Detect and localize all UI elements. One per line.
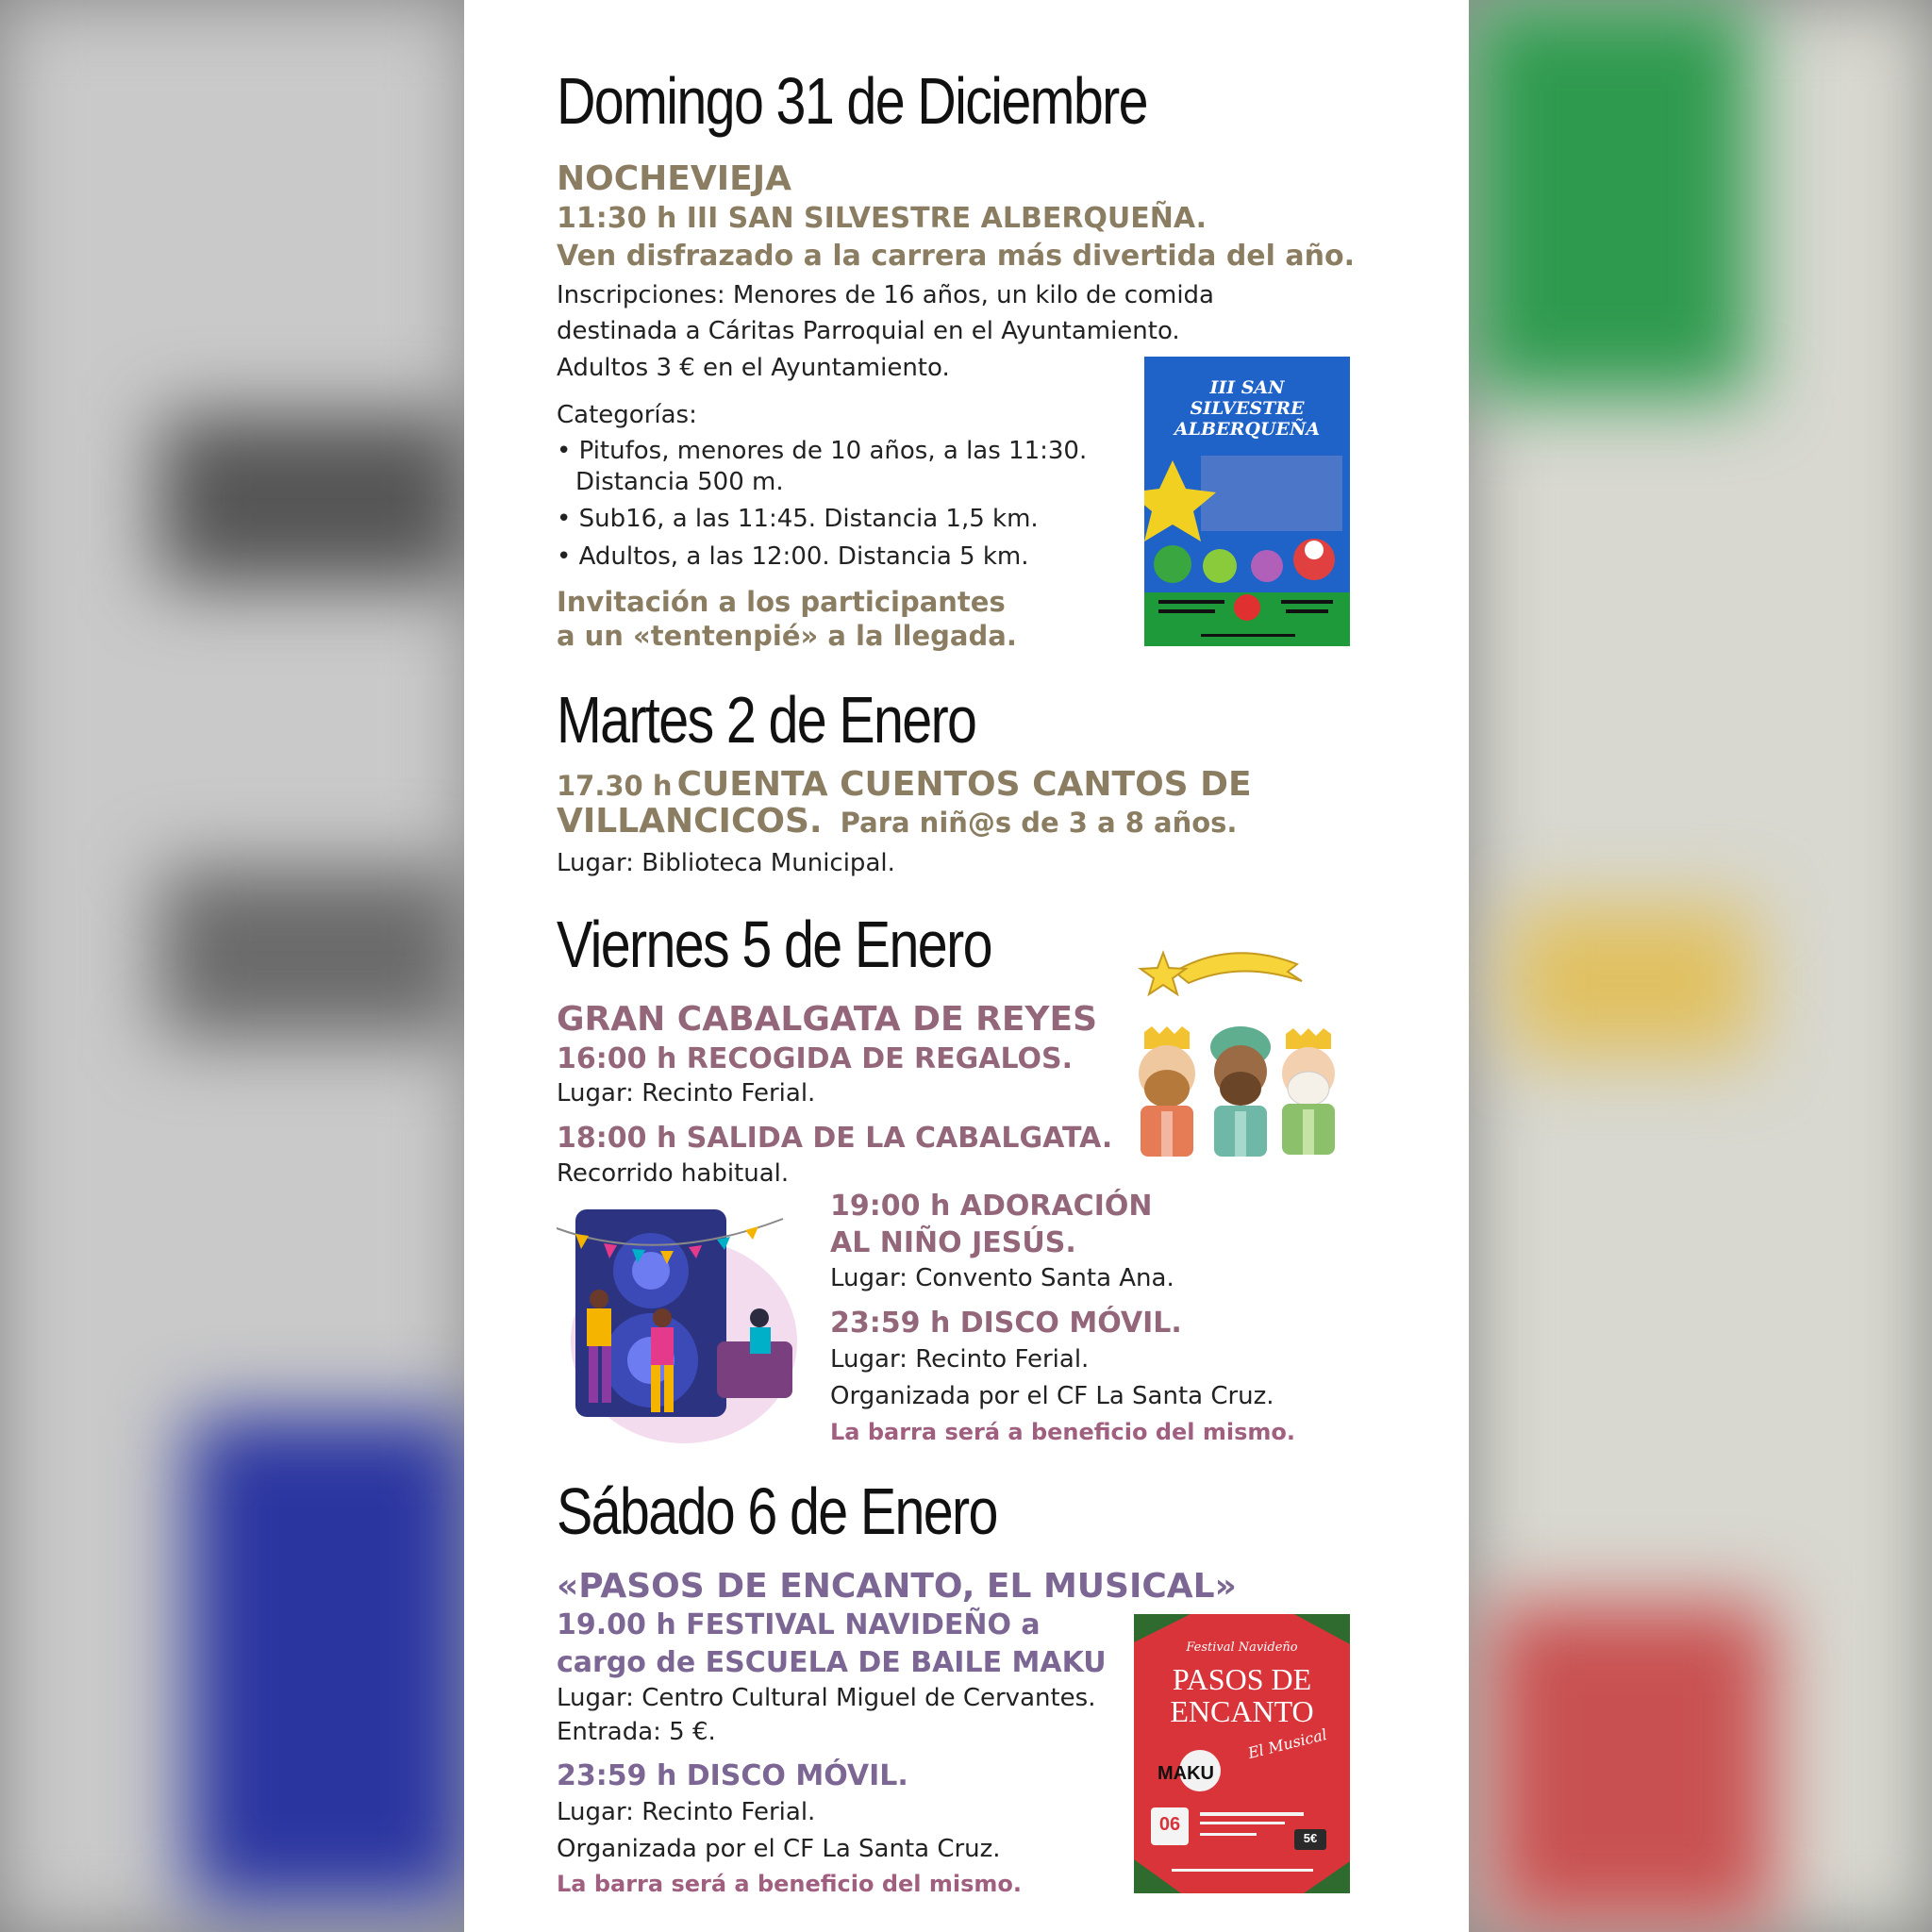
poster-title-line-2: ENCANTO: [1170, 1694, 1314, 1728]
disco-movil-jan5-bar-note: La barra será a beneficio del mismo.: [830, 1419, 1296, 1445]
salida-cabalgata-event: 18:00 h SALIDA DE LA CABALGATA.: [557, 1122, 1113, 1155]
disco-movil-jan5-organizer: Organizada por el CF La Santa Cruz.: [830, 1382, 1274, 1410]
disco-movil-jan6-organizer: Organizada por el CF La Santa Cruz.: [557, 1835, 1001, 1863]
inscripciones-line-2: destinada a Cáritas Parroquial en el Ayuntamiento.: [557, 317, 1180, 345]
nochevieja-heading: NOCHEVIEJA: [557, 159, 791, 198]
disco-movil-jan5-event: 23:59 h DISCO MÓVIL.: [830, 1307, 1182, 1340]
san-silvestre-tagline: Ven disfrazado a la carrera más divertida del año.: [557, 240, 1355, 273]
poster-price: 5€: [1303, 1831, 1318, 1845]
inscripciones-line-3: Adultos 3 € en el Ayuntamiento.: [557, 354, 950, 382]
adoracion-event-line-2: AL NIÑO JESÚS.: [830, 1226, 1076, 1259]
cuenta-cuentos-title-b: VILLANCICOS.: [557, 802, 823, 841]
disco-movil-jan5-place: Lugar: Recinto Ferial.: [830, 1345, 1090, 1374]
poster-title: III SAN SILVESTRE ALBERQUEÑA: [1174, 377, 1321, 440]
pasos-de-encanto-poster: [1134, 1614, 1350, 1893]
three-kings-illustration-icon: [1137, 943, 1340, 1165]
cuenta-cuentos-line-1: [557, 765, 1252, 804]
day-title-jan5: Viernes 5 de Enero: [557, 908, 991, 981]
cuenta-cuentos-audience: Para niñ@s de 3 a 8 años.: [840, 807, 1238, 839]
adoracion-event-line-1: 19:00 h ADORACIÓN: [830, 1190, 1153, 1223]
invite-line-1: Invitación a los participantes: [557, 586, 1006, 618]
runners-illustration-icon: [1144, 357, 1350, 646]
inscripciones-line-1: Inscripciones: Menores de 16 años, un kilo de comida: [557, 281, 1214, 309]
festival-navideno-line-1: 19.00 h FESTIVAL NAVIDEÑO a: [557, 1608, 1041, 1641]
categories-label: Categorías:: [557, 401, 697, 429]
category-pitufos-distance: Distancia 500 m.: [575, 468, 784, 496]
disco-movil-jan6-bar-note: La barra será a beneficio del mismo.: [557, 1871, 1023, 1897]
disco-party-illustration-icon: [557, 1200, 797, 1445]
cuenta-cuentos-place: Lugar: Biblioteca Municipal.: [557, 849, 895, 877]
festival-navideno-place: Lugar: Centro Cultural Miguel de Cervantes.: [557, 1684, 1096, 1712]
san-silvestre-poster: [1144, 357, 1350, 646]
festival-navideno-line-2: cargo de ESCUELA DE BAILE MAKU: [557, 1646, 1107, 1679]
category-pitufos: • Pitufos, menores de 10 años, a las 11:30.: [557, 437, 1088, 465]
recogida-regalos-event: 16:00 h RECOGIDA DE REGALOS.: [557, 1042, 1074, 1075]
poster-kicker: Festival Navideño: [1186, 1641, 1298, 1655]
disco-movil-jan6-event: 23:59 h DISCO MÓVIL.: [557, 1759, 908, 1792]
pasos-de-encanto-heading: «PASOS DE ENCANTO, EL MUSICAL»: [557, 1567, 1237, 1606]
poster-subtitle: El Musical: [1245, 1724, 1329, 1763]
program-sheet: [464, 0, 1469, 1932]
recogida-regalos-place: Lugar: Recinto Ferial.: [557, 1079, 816, 1108]
category-adultos: • Adultos, a las 12:00. Distancia 5 km.: [557, 542, 1029, 571]
poster-date: 06: [1158, 1814, 1181, 1835]
salida-cabalgata-note: Recorrido habitual.: [557, 1159, 790, 1188]
cabalgata-heading: GRAN CABALGATA DE REYES: [557, 1000, 1097, 1039]
poster-title-line-1: PASOS DE: [1172, 1662, 1312, 1696]
poster-brand: MAKU: [1158, 1763, 1214, 1784]
day-title-jan2: Martes 2 de Enero: [557, 683, 976, 757]
invite-line-2: a un «tentenpié» a la llegada.: [557, 620, 1017, 652]
cuenta-cuentos-line-2: [557, 802, 1238, 841]
day-title-dec31: Domingo 31 de Diciembre: [557, 64, 1147, 138]
cuenta-cuentos-time: 17.30 h: [557, 770, 673, 802]
category-sub16: • Sub16, a las 11:45. Distancia 1,5 km.: [557, 505, 1039, 533]
day-title-jan6: Sábado 6 de Enero: [557, 1474, 997, 1548]
adoracion-place: Lugar: Convento Santa Ana.: [830, 1264, 1174, 1292]
festival-navideno-price: Entrada: 5 €.: [557, 1718, 716, 1746]
san-silvestre-event: 11:30 h III SAN SILVESTRE ALBERQUEÑA.: [557, 202, 1208, 235]
disco-movil-jan6-place: Lugar: Recinto Ferial.: [557, 1798, 816, 1826]
cuenta-cuentos-title-a: CUENTA CUENTOS CANTOS DE: [676, 765, 1252, 804]
poster-decoration-icon: [1134, 1614, 1350, 1893]
